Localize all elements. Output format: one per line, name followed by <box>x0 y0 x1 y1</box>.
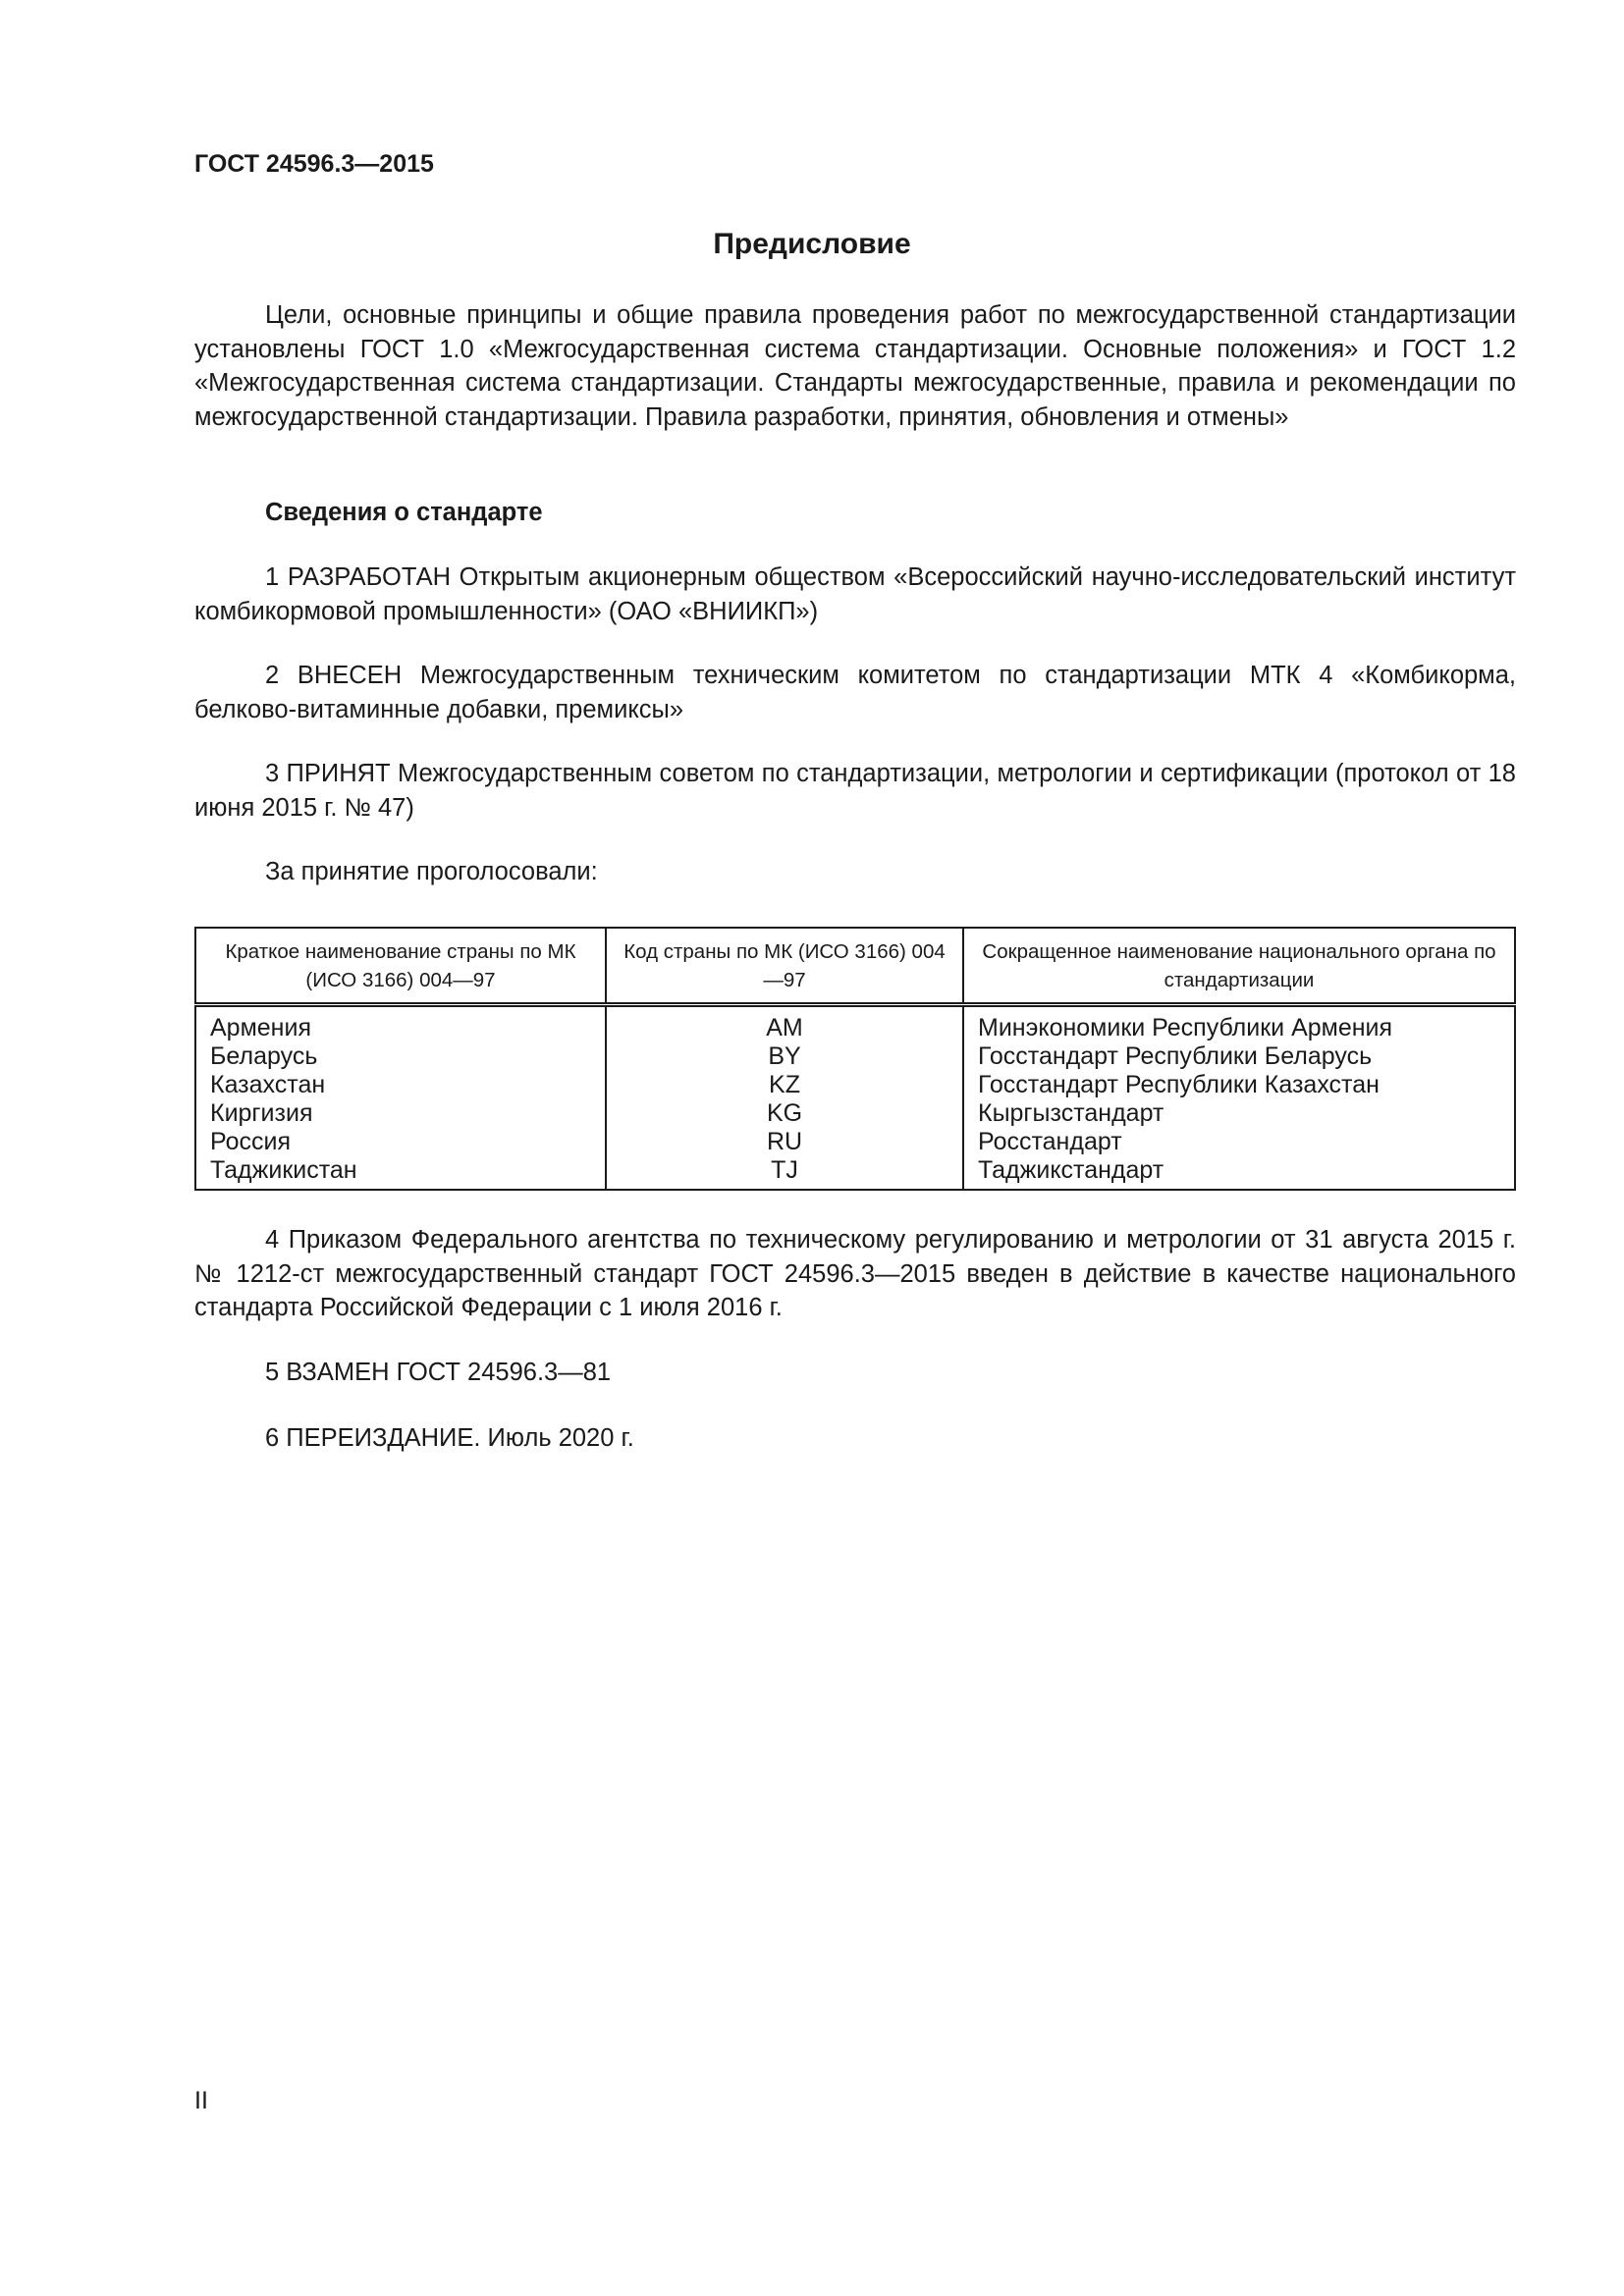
countries-table <box>194 927 1516 1191</box>
header-standards-body: Сокращенное наименование национального органа по стандартизации <box>963 928 1515 1005</box>
country-name: Казахстан <box>210 1071 326 1098</box>
country-code: TJ <box>771 1156 798 1184</box>
country-code: BY <box>768 1042 801 1070</box>
standards-body: Госстандарт Республики Казахстан <box>978 1071 1380 1098</box>
table-row <box>195 1005 1515 1191</box>
country-name: Таджикистан <box>210 1156 357 1184</box>
standards-body: Минэкономики Республики Армения <box>978 1014 1393 1041</box>
document-code-header: ГОСТ 24596.3—2015 <box>194 150 434 178</box>
item-reissue: 6 ПЕРЕИЗДАНИЕ. Июль 2020 г. <box>265 1424 634 1452</box>
standards-bodies-cell <box>963 1005 1515 1191</box>
header-country-code: Код страны по МК (ИСО 3166) 004—97 <box>606 928 963 1005</box>
header-country-name: Краткое наименование страны по МК (ИСО 3166) 004—97 <box>195 928 606 1005</box>
country-name: Киргизия <box>210 1099 313 1127</box>
intro-paragraph: Цели, основные принципы и общие правила проведения работ по межгосударственной стандартизации установлены ГОСТ 1.0 «Межгосударственная система стандартизации. Основные положения» и ГОСТ 1.2 «Межгосударственная система стандартизации. Стандарты межгосударственные, правила и рекомендации по межгосударственной стандартизации. Правила разработки, принятия, обновления и отмены» <box>194 301 1516 431</box>
item-adopted: 3 ПРИНЯТ Межгосударственным советом по стандартизации, метрологии и сертификации (протокол от 18 июня 2015 г. № 47) <box>194 760 1516 822</box>
country-codes-cell <box>606 1005 963 1191</box>
country-code: KG <box>766 1099 803 1127</box>
item-developed: 1 РАЗРАБОТАН Открытым акционерным обществом «Всероссийский научно-исследовательский институт комбикормовой промышленности» (ОАО «ВНИИКП») <box>194 563 1516 625</box>
standards-body: Таджикстандарт <box>978 1156 1164 1184</box>
page-number: II <box>194 2087 208 2114</box>
standards-body: Кыргызстандарт <box>978 1099 1164 1127</box>
country-code: AM <box>766 1014 803 1041</box>
section-heading: Сведения о стандарте <box>265 499 543 526</box>
country-code: RU <box>766 1128 803 1155</box>
page-title: Предисловие <box>713 228 911 260</box>
country-names-cell <box>195 1005 606 1191</box>
vote-intro: За принятие проголосовали: <box>265 858 598 885</box>
standards-body: Росстандарт <box>978 1128 1122 1155</box>
item-enacted: 4 Приказом Федерального агентства по техническому регулированию и метрологии от 31 августа 2015 г. № 1212-ст межгосударственный стандарт ГОСТ 24596.3—2015 введен в действие в качестве национального стандарта Российской Федерации с 1 июля 2016 г. <box>194 1226 1516 1321</box>
country-code: KZ <box>769 1071 800 1098</box>
standards-body: Госстандарт Республики Беларусь <box>978 1042 1373 1070</box>
item-submitted: 2 ВНЕСЕН Межгосударственным техническим комитетом по стандартизации МТК 4 «Комбикорма, белково-витаминные добавки, премиксы» <box>194 662 1516 723</box>
country-name: Армения <box>210 1014 311 1041</box>
country-name: Россия <box>210 1128 291 1155</box>
table-header-row <box>195 928 1515 1005</box>
country-name: Беларусь <box>210 1042 318 1070</box>
item-replaces: 5 ВЗАМЕН ГОСТ 24596.3—81 <box>265 1359 612 1386</box>
